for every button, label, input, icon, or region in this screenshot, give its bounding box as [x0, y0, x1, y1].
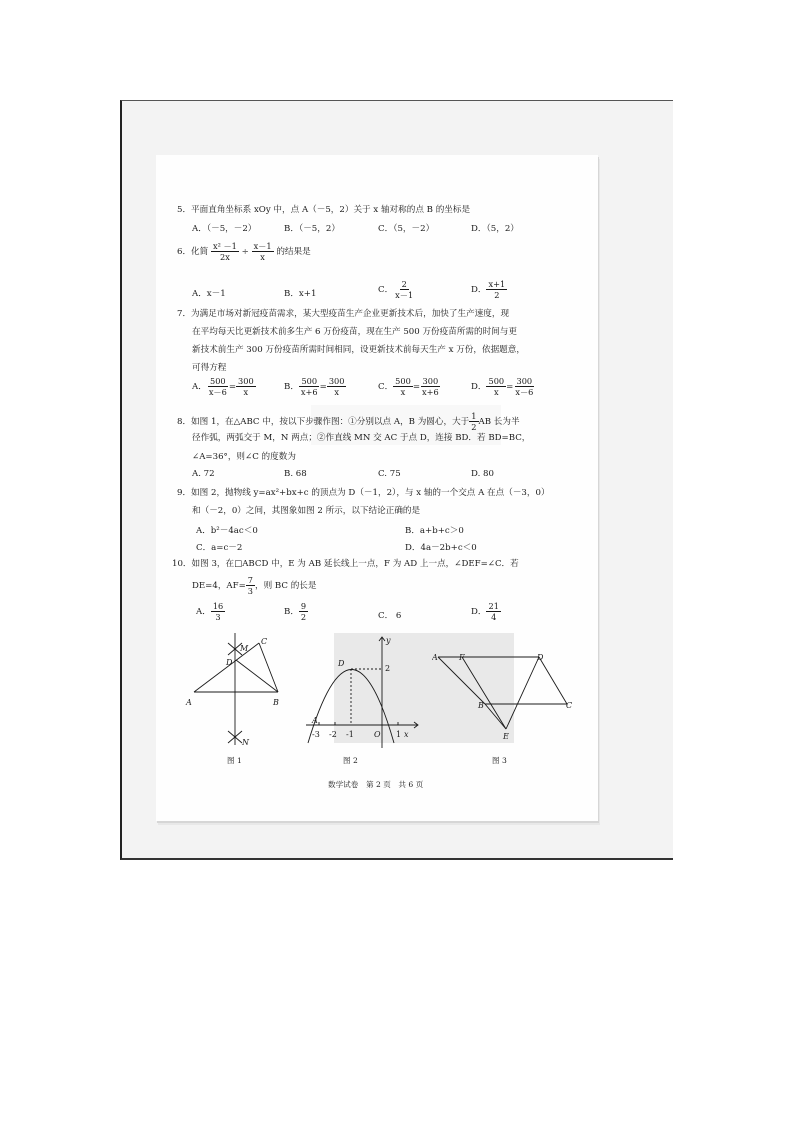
- q7-option-b-left: [299, 376, 320, 397]
- figure-3-caption: 图 3: [492, 756, 507, 765]
- q7-c-left-den: x: [400, 387, 406, 397]
- q10-option-b-fraction: [299, 601, 308, 622]
- q10-option-d-fraction: [486, 601, 500, 622]
- q6-option-d-num: x+1: [488, 279, 506, 289]
- q7-d-left-num: 500: [488, 376, 505, 386]
- scanned-page-background: [120, 100, 673, 860]
- q7-d-right-den: x－6: [515, 387, 534, 397]
- q7-b-right-den: x: [334, 387, 339, 397]
- q8-line-1-a: 8．如图 1，在△ABC 中，按以下步骤作图：①分别以点 A，B 为圆心，大于: [177, 417, 470, 427]
- fig2-label-y: y: [386, 636, 391, 645]
- q7-option-b: [284, 376, 346, 397]
- q7-line-2: 在平均每天比更新技术前多生产 6 万份疫苗，现在生产 500 万份疫苗所需的时间与更: [192, 327, 517, 337]
- fig2-tick-label-1: 1: [396, 730, 402, 739]
- q6-option-c-label: C．: [378, 285, 394, 295]
- q7-option-b-label: B．: [284, 382, 299, 392]
- fig1-label-d: D: [226, 658, 233, 667]
- q10-line-2-b: ，则 BC 的长是: [255, 581, 317, 591]
- q7-a-equals: =: [228, 382, 237, 392]
- q6-fraction-1: [211, 241, 239, 262]
- q6-option-c: [378, 279, 415, 300]
- q10-line-1: 10．如图 3，在□ABCD 中，E 为 AB 延长线上一点，F 为 AD 上一点，∠DEF=∠C．若: [172, 559, 519, 569]
- figure-1-caption: 图 1: [227, 756, 242, 765]
- q7-option-d-right: [513, 376, 535, 397]
- q6-f1-numerator: x² －1: [212, 241, 237, 251]
- q8-half-fraction: [469, 411, 478, 432]
- q10-line-2: [192, 575, 317, 596]
- q7-c-right-num: 300: [422, 376, 439, 386]
- q7-c-equals: =: [412, 382, 421, 392]
- q7-b-right-num: 300: [328, 376, 345, 386]
- q10-af-num: 7: [247, 575, 254, 585]
- q6-f2-numerator: x－1: [253, 241, 272, 251]
- fig3-segment-fe: [462, 657, 506, 729]
- q6-f1-denominator: 2x: [220, 252, 230, 262]
- q9-option-a: A．b²－4ac＜0: [196, 526, 258, 536]
- q7-option-a-right: [236, 376, 256, 397]
- q6-option-c-fraction: [393, 279, 415, 300]
- q10-af-den: 3: [247, 586, 254, 596]
- fig1-label-a: A: [186, 698, 192, 707]
- q8-option-d: D. 80: [471, 469, 494, 479]
- q7-option-d-label: D．: [471, 382, 487, 392]
- q7-b-equals: =: [319, 382, 327, 392]
- fig2-label-o: O: [374, 730, 381, 739]
- exam-paper-sheet: [156, 155, 598, 821]
- q8-line-1-b: AB 长为半: [478, 417, 520, 427]
- fig3-label-d: D: [537, 653, 544, 662]
- q9-line-1: 9．如图 2，抛物线 y=ax²+bx+c 的顶点为 D（－1，2），与 x 轴的一个交点 A 在点（－3，0）: [177, 488, 550, 498]
- q8-half-num: 1: [471, 411, 477, 421]
- q6-stem: [177, 241, 311, 262]
- q7-d-left-den: x: [493, 387, 499, 397]
- fig3-segment-de: [506, 657, 539, 729]
- q6-divide-sign: ÷: [241, 247, 249, 257]
- q6-f2-denominator: x: [260, 252, 265, 262]
- q7-b-left-den: x+6: [300, 387, 318, 397]
- q10-option-a-fraction: [211, 601, 225, 622]
- fig1-label-c: C: [261, 637, 268, 646]
- q8-half-den: 2: [471, 422, 477, 432]
- fig1-label-m: M: [240, 644, 249, 653]
- q6-option-b: B．x+1: [284, 289, 317, 299]
- q7-a-right-den: x: [243, 387, 249, 397]
- q7-option-a-label: A．: [192, 382, 207, 392]
- fig3-segment-be: [485, 704, 506, 729]
- q7-c-right-den: x+6: [422, 387, 439, 397]
- fig3-label-e: E: [503, 732, 509, 741]
- q10-option-a: [196, 601, 225, 622]
- q7-option-c-label: C．: [378, 382, 394, 392]
- q8-option-c: C. 75: [378, 469, 401, 479]
- q7-option-b-right: [327, 376, 347, 397]
- q10-line-2-a: DE=4，AF=: [192, 581, 246, 591]
- q7-option-a-left: [207, 376, 229, 397]
- q10-option-c: C． 6: [378, 611, 402, 621]
- fig2-label-a: A: [312, 716, 318, 725]
- q6-option-a: A．x－1: [192, 289, 226, 299]
- q5-stem: 5．平面直角坐标系 xOy 中，点 A（－5，2）关于 x 轴对称的点 B 的坐标是: [177, 205, 471, 215]
- q7-option-c: [378, 376, 441, 397]
- q7-line-4: 可得方程: [192, 363, 227, 373]
- q9-line-2: 和（－2，0）之间，其图象如图 2 所示，以下结论正确的是: [192, 506, 421, 516]
- q6-option-d-den: 2: [494, 290, 500, 300]
- q7-line-3: 新技术前生产 300 万份疫苗所需时间相同，设更新技术前每天生产 x 万份，依据题意，: [192, 345, 525, 355]
- q5-option-d: D．（5，2）: [471, 224, 519, 234]
- q6-option-c-num: 2: [401, 279, 407, 289]
- q6-option-d: [471, 279, 507, 300]
- q7-d-equals: =: [506, 382, 514, 392]
- fig2-tick-label-m1: -1: [346, 730, 354, 739]
- q7-a-right-num: 300: [238, 376, 254, 386]
- q7-a-left-num: 500: [210, 376, 226, 386]
- q8-line-2: 径作弧，两弧交于 M，N 两点；②作直线 MN 交 AC 于点 D，连接 BD．若 BD=BC，: [192, 433, 531, 443]
- q7-a-left-den: x－6: [208, 387, 227, 397]
- q10-af-fraction: [246, 575, 255, 596]
- q7-c-left-num: 500: [395, 376, 411, 386]
- q6-option-c-den: x－1: [395, 290, 414, 300]
- q7-option-d: [471, 376, 535, 397]
- fig2-label-2: 2: [385, 664, 391, 673]
- q10-option-b: [284, 601, 308, 622]
- q5-option-a: A．（－5，－2）: [192, 224, 257, 234]
- fig1-label-b: B: [273, 698, 279, 707]
- fig3-segment-ab: [438, 657, 485, 704]
- fig1-label-n: N: [242, 738, 249, 747]
- fig2-label-d: D: [338, 659, 345, 668]
- q7-option-c-left: [393, 376, 413, 397]
- figure-2-parabola: [296, 633, 426, 753]
- q7-option-d-left: [486, 376, 506, 397]
- fig3-label-f: F: [459, 653, 465, 662]
- figure-2-caption: 图 2: [343, 756, 358, 765]
- q10-option-b-label: B．: [284, 607, 299, 617]
- q6-option-d-fraction: [486, 279, 507, 300]
- q6-suffix: 的结果是: [276, 247, 311, 257]
- q5-option-c: C．（5，－2）: [378, 224, 435, 234]
- q8-line-1: [177, 411, 520, 432]
- figure-1-triangle: [184, 633, 314, 753]
- q8-option-a: A. 72: [192, 469, 215, 479]
- fig3-label-b: B: [478, 701, 484, 710]
- q7-option-a: [192, 376, 256, 397]
- fig2-label-x: x: [404, 730, 409, 739]
- q9-option-c: C．a=c－2: [196, 543, 243, 553]
- q7-b-left-num: 500: [301, 376, 318, 386]
- page-footer: 数学试卷 第 2 页 共 6 页: [328, 780, 424, 789]
- q5-option-b: B．（－5，2）: [284, 224, 340, 234]
- fig2-tick-label-m2: -2: [329, 730, 337, 739]
- fig3-segment-dc: [539, 657, 567, 704]
- q10-b-den: 2: [300, 612, 307, 622]
- q7-d-right-num: 300: [516, 376, 533, 386]
- q7-option-c-right: [420, 376, 441, 397]
- q8-option-b: B. 68: [284, 469, 307, 479]
- q10-option-a-label: A．: [196, 607, 211, 617]
- q10-a-num: 16: [212, 601, 224, 611]
- figure-3-parallelogram: [432, 651, 582, 751]
- q6-prefix: 6．化简: [177, 247, 209, 257]
- q6-fraction-2: [252, 241, 274, 262]
- fig2-tick-label-m3: -3: [312, 730, 320, 739]
- q10-d-num: 21: [488, 601, 499, 611]
- q10-b-num: 9: [300, 601, 307, 611]
- q9-option-b: B．a+b+c＞0: [405, 526, 464, 536]
- fig3-label-a: A: [432, 653, 438, 662]
- q10-option-d: [471, 601, 501, 622]
- fig3-label-c: C: [566, 701, 573, 710]
- q7-line-1: 7．为满足市场对新冠疫苗需求，某大型疫苗生产企业更新技术后，加快了生产速度，现: [177, 309, 510, 319]
- q9-option-d: D．4a－2b+c＜0: [405, 543, 477, 553]
- q8-line-3: ∠A=36°，则∠C 的度数为: [192, 452, 296, 462]
- q6-option-d-label: D．: [471, 285, 487, 295]
- fig1-segment-ac: [194, 643, 259, 692]
- q10-a-den: 3: [215, 612, 221, 622]
- q10-d-den: 4: [491, 612, 497, 622]
- q10-option-d-label: D．: [471, 607, 487, 617]
